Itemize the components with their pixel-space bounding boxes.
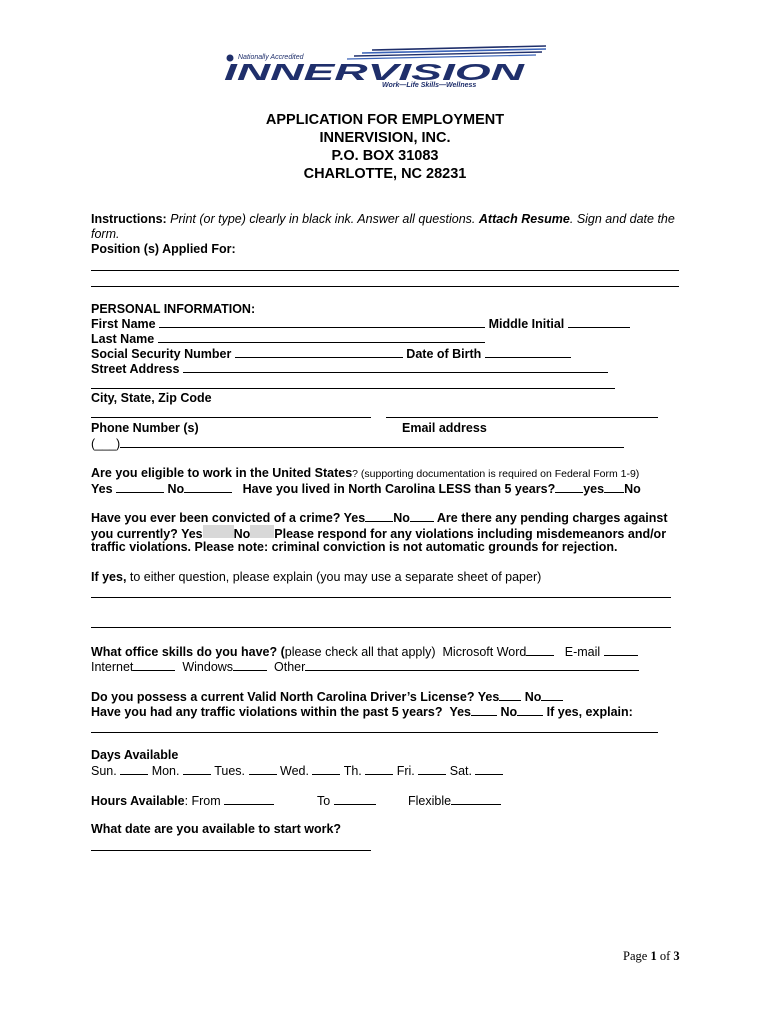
company-po-box: P.O. BOX 31083 <box>331 148 439 164</box>
day-tue-label: Tues. <box>214 764 246 778</box>
dob-field[interactable] <box>485 346 571 358</box>
street-field[interactable] <box>183 361 608 373</box>
email-label: Email address <box>402 421 487 435</box>
day-sun-field[interactable] <box>120 763 148 775</box>
hours-to <box>317 793 376 809</box>
violations-yes-field[interactable] <box>471 704 497 716</box>
logo-swoosh-lines <box>347 46 546 59</box>
pending-yes-label: you currently? Yes <box>91 527 203 541</box>
day-fri-field[interactable] <box>418 763 446 775</box>
skill-windows-label: Windows <box>182 660 234 674</box>
nc-no-label: No <box>624 482 641 496</box>
license-yes-label: Yes <box>477 690 500 704</box>
form-title: APPLICATION FOR EMPLOYMENT <box>265 112 505 128</box>
skills-note: please check all that apply) <box>284 645 436 659</box>
explain-line-1[interactable] <box>91 597 671 598</box>
position-line-2[interactable] <box>91 286 679 287</box>
license-no-label: No <box>524 690 542 704</box>
day-fri-label: Fri. <box>396 764 415 778</box>
phone-row <box>91 436 624 452</box>
page-number <box>623 949 680 964</box>
hours-from-field[interactable] <box>224 793 274 805</box>
last-name-field[interactable] <box>158 331 485 343</box>
violations-explain-line[interactable] <box>91 732 658 733</box>
day-thu-label: Th. <box>343 764 362 778</box>
street-row <box>91 361 608 377</box>
innervision-logo <box>222 44 548 88</box>
nc-yes-label: yes <box>583 482 605 496</box>
eligible-yes-field[interactable] <box>116 481 164 493</box>
skill-other-field[interactable] <box>305 659 639 671</box>
dob-label: Date of Birth <box>406 347 482 361</box>
company-name: INNERVISION, INC. <box>319 130 451 146</box>
middle-initial-label: Middle Initial <box>488 317 565 331</box>
page-current: 1 <box>650 949 657 963</box>
skill-email-field[interactable] <box>604 644 638 656</box>
days-row <box>91 763 503 779</box>
skills-row <box>91 644 638 660</box>
violations-note: Please respond for any violations including misdemeanors and/or <box>274 527 667 541</box>
eligibility-question: Are you eligible to work in the United States <box>91 466 353 480</box>
personal-heading: PERSONAL INFORMATION: <box>91 302 256 316</box>
crime-no-field[interactable] <box>410 510 434 522</box>
logo-tagline-bottom: Work—Life Skills—Wellness <box>382 82 477 88</box>
violations-row <box>91 704 633 720</box>
skill-email-label: E-mail <box>564 645 601 659</box>
day-sat-field[interactable] <box>475 763 503 775</box>
day-tue-field[interactable] <box>249 763 277 775</box>
hours-from-label: : From <box>184 794 221 808</box>
page-total: 3 <box>673 949 680 963</box>
day-mon-label: Mon. <box>151 764 180 778</box>
explain-text: to either question, please explain (you may use a separate sheet of paper) <box>126 570 542 584</box>
instructions <box>91 212 675 227</box>
ssn-field[interactable] <box>235 346 403 358</box>
day-wed-field[interactable] <box>312 763 340 775</box>
pending-no-label: No <box>233 527 251 541</box>
page-prefix: Page <box>623 949 651 963</box>
last-name-label: Last Name <box>91 332 155 346</box>
phone-area-code[interactable]: (___) <box>91 437 121 451</box>
company-city: CHARLOTTE, NC 28231 <box>303 166 467 182</box>
ssn-row <box>91 346 571 362</box>
eligible-yes-label: Yes <box>91 482 113 496</box>
hours-row <box>91 793 274 809</box>
email-line[interactable] <box>386 417 658 418</box>
explain-row <box>91 570 541 585</box>
skill-internet-label: Internet <box>91 660 134 674</box>
days-heading: Days Available <box>91 748 179 762</box>
position-line-1[interactable] <box>91 270 679 271</box>
nc-question: Have you lived in North Carolina LESS than 5 years? <box>242 482 556 496</box>
skill-other-label: Other <box>274 660 306 674</box>
hours-flexible-field[interactable] <box>451 793 501 805</box>
violations-yes-label: Yes <box>449 705 471 719</box>
day-wed-label: Wed. <box>280 764 309 778</box>
phone-field[interactable] <box>120 436 624 448</box>
violations-no-field[interactable] <box>517 704 543 716</box>
street-line-2[interactable] <box>91 388 615 389</box>
crime-line-3: traffic violations. Please note: criminal conviction is not automatic grounds for rejection. <box>91 540 618 554</box>
day-sun-label: Sun. <box>91 764 117 778</box>
instructions-label: Instructions: <box>91 212 167 226</box>
phone-label: Phone Number (s) <box>91 421 199 435</box>
first-name-field[interactable] <box>159 316 485 328</box>
logo-tagline-top: Nationally Accredited <box>238 54 304 61</box>
page-of: of <box>656 949 674 963</box>
hours-flexible-label: Flexible <box>408 794 452 808</box>
license-question: Do you possess a current Valid North Carolina Driver’s License? <box>91 690 475 704</box>
pending-no-field[interactable] <box>250 525 274 538</box>
crime-yes-field[interactable] <box>365 510 393 522</box>
skill-internet-field[interactable] <box>133 659 175 671</box>
pending-question: Are there any pending charges against <box>433 511 668 525</box>
violations-question: Have you had any traffic violations within the past 5 years? <box>91 705 443 719</box>
day-mon-field[interactable] <box>183 763 211 775</box>
city-label: City, State, Zip Code <box>91 391 212 405</box>
start-question: What date are you available to start work? <box>91 822 342 836</box>
instructions-text: Print (or type) clearly in black ink. Answer all questions. <box>166 212 479 226</box>
license-no-field[interactable] <box>541 689 563 701</box>
eligibility-row <box>91 466 639 482</box>
day-thu-field[interactable] <box>365 763 393 775</box>
attach-resume: Attach Resume <box>478 212 570 226</box>
hours-to-label: To <box>317 794 331 808</box>
nc-no-field[interactable] <box>604 481 624 493</box>
violations-no-label: No <box>500 705 518 719</box>
violations-explain-label: If yes, explain: <box>546 705 633 719</box>
hours-flexible <box>408 793 501 809</box>
logo-brand: INNERVISION <box>224 59 525 85</box>
crime-line-1 <box>91 510 668 526</box>
eligible-no-label: No <box>167 482 185 496</box>
first-name-row <box>91 316 630 332</box>
eligible-no-field[interactable] <box>184 481 232 493</box>
pending-yes-field[interactable] <box>203 525 234 538</box>
skill-word-field[interactable] <box>526 644 554 656</box>
eligibility-note: ? (supporting documentation is required on Federal Form 1-9) <box>352 468 640 480</box>
ssn-label: Social Security Number <box>91 347 232 361</box>
crime-no-label: No <box>393 511 410 525</box>
skills-row-2 <box>91 659 639 675</box>
skills-question: What office skills do you have? ( <box>91 645 285 659</box>
skill-word-label: Microsoft Word <box>442 645 527 659</box>
instructions-text-3: form. <box>91 227 120 241</box>
eligibility-answers <box>91 481 641 497</box>
skill-windows-field[interactable] <box>233 659 267 671</box>
hours-to-field[interactable] <box>334 793 376 805</box>
explain-label: If yes, <box>91 570 127 584</box>
nc-yes-field[interactable] <box>555 481 583 493</box>
start-date-line[interactable] <box>91 850 371 851</box>
instructions-text-2: . Sign and date the <box>569 212 675 226</box>
crime-question: Have you ever been convicted of a crime? Yes <box>91 511 366 525</box>
explain-line-2[interactable] <box>91 627 671 628</box>
last-name-row <box>91 331 485 347</box>
first-name-label: First Name <box>91 317 156 331</box>
city-line[interactable] <box>91 417 371 418</box>
middle-initial-field[interactable] <box>568 316 630 328</box>
position-label: Position (s) Applied For: <box>91 242 236 256</box>
street-label: Street Address <box>91 362 180 376</box>
license-row <box>91 689 563 705</box>
hours-label: Hours Available <box>91 794 185 808</box>
day-sat-label: Sat. <box>449 764 472 778</box>
license-yes-field[interactable] <box>499 689 521 701</box>
